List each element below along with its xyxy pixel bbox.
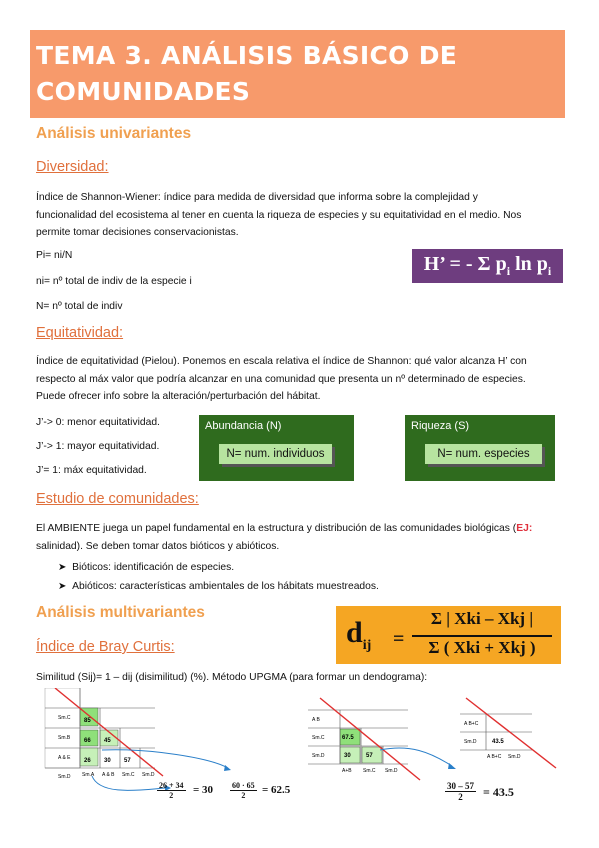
- page-title: [36, 38, 457, 110]
- heading-equitatividad: Equitatividad:: [36, 325, 124, 341]
- m2-row-1: Sm.C: [312, 735, 325, 741]
- riqueza-inner: N= num. especies: [425, 444, 542, 464]
- bray-equals: =: [393, 628, 405, 650]
- m1-row-3: Sm.D: [58, 774, 71, 780]
- m1-val-3: 26: [84, 758, 91, 764]
- ej-label: EJ:: [516, 523, 533, 534]
- section-univariantes: Análisis univariantes: [36, 125, 192, 142]
- m2-val-0: 67.5: [342, 735, 354, 741]
- riqueza-box: [405, 415, 555, 481]
- calc-1-result: = 30: [193, 784, 214, 796]
- m1-val-2: 45: [104, 738, 111, 744]
- equitatividad-text: [36, 353, 566, 406]
- m3-row-0: A B+C: [464, 721, 479, 727]
- calc-2-den: 2: [241, 791, 246, 800]
- title-line-2: COMUNIDADES: [36, 77, 251, 106]
- calc-3-result: = 43.5: [483, 785, 514, 799]
- calc-3-num: 30 – 57: [447, 781, 474, 791]
- shannon-formula: [412, 249, 563, 283]
- equitatividad-line-3: Puede ofrecer info sobre la alteración/perturbación del hábitat.: [36, 391, 321, 402]
- calc-2: [230, 781, 257, 800]
- j-zero: J’-> 0: menor equitatividad.: [36, 417, 160, 428]
- m1-row-0: Sm.C: [58, 715, 71, 721]
- heading-estudio: Estudio de comunidades:: [36, 491, 199, 507]
- title-banner: [30, 30, 565, 118]
- shannon-formula-text: H’ = - Σ $p_i$ $\ln p_i$: [423, 253, 552, 278]
- pi-def: Pi= ni/N: [36, 250, 73, 261]
- estudio-line-2: salinidad). Se deben tomar datos bióticos y abióticos.: [36, 540, 280, 552]
- calc-3-den: 2: [458, 792, 463, 802]
- m1-val-4: 30: [104, 758, 111, 764]
- m1-val-0: 85: [84, 718, 91, 724]
- m2-val-1: 30: [344, 753, 351, 759]
- m3-val-0: 43.5: [492, 739, 504, 745]
- heading-bray: Índice de Bray Curtis:: [36, 639, 175, 655]
- arrow-1: [92, 776, 165, 790]
- m2-col-1: Sm.C: [363, 768, 376, 774]
- m2-col-0: A+B: [342, 768, 352, 774]
- abundancia-inner: N= num. individuos: [219, 444, 332, 464]
- m1-col-1: A & B: [102, 772, 115, 778]
- title-line-1: TEMA 3. ANÁLISIS BÁSICO DE: [36, 41, 458, 70]
- arrow-2-head: [224, 765, 231, 771]
- j-equal: J’= 1: máx equitatividad.: [36, 465, 147, 476]
- riqueza-title: Riqueza (S): [411, 420, 470, 432]
- diversidad-text: [36, 189, 566, 242]
- m1-row-2: A & E: [58, 755, 71, 761]
- calc-2-num: 60 · 65: [232, 781, 255, 790]
- equitatividad-line-2: respecto al máx valor que podría alcanzar en una comunidad que presenta un nº determinado de especies.: [36, 373, 526, 385]
- m3-row-1: Sm.D: [464, 739, 477, 745]
- calc-1-den: 2: [169, 791, 174, 800]
- arrow-2: [102, 750, 228, 768]
- diversidad-line-3: permite tomar decisiones conservacionistas.: [36, 227, 239, 238]
- m2-val-2: 57: [366, 753, 373, 759]
- m3-col-0: A B+C: [487, 754, 502, 760]
- m1-col-0: Sm.A: [82, 772, 95, 778]
- m1-val-1: 66: [84, 738, 91, 744]
- m1-col-3: Sm.D: [142, 772, 155, 778]
- m2-row-0: A B: [312, 717, 320, 723]
- bray-denominator: Σ ( Xki + Xkj ): [428, 638, 536, 657]
- calc-1-num: 26 + 34: [159, 781, 184, 790]
- m2-col-2: Sm.D: [385, 768, 398, 774]
- ni-def: ni= nº total de indiv de la especie i: [36, 276, 192, 287]
- diversidad-line-1: Índice de Shannon-Wiener: índice para medida de diversidad que informa sobre la complejidad y: [36, 192, 478, 203]
- bullet-abioticos: [58, 578, 379, 596]
- arrow-3: [380, 748, 452, 766]
- equitatividad-line-1: Índice de equitatividad (Pielou). Ponemos en escala relativa el índice de Shannon: qué valor alcanza H’ con: [36, 356, 527, 367]
- estudio-text: [36, 520, 566, 555]
- m1-val-5: 57: [124, 758, 131, 764]
- abundancia-box: [199, 415, 354, 481]
- m1-row-1: Sm.B: [58, 735, 71, 741]
- bray-d: [346, 616, 371, 654]
- heading-diversidad: Diversidad:: [36, 159, 109, 175]
- bray-d-letter: d: [346, 616, 363, 649]
- n-def: N= nº total de indiv: [36, 301, 123, 312]
- m2-row-2: Sm.D: [312, 753, 325, 759]
- bray-numerator: Σ | Xki – Xkj |: [430, 609, 534, 628]
- m1-col-2: Sm.C: [122, 772, 135, 778]
- similitud-text: Similitud (Sij)= 1 – dij (disimilitud) (%). Método UPGMA (para formar un dendograma):: [36, 672, 428, 683]
- arrow-bullet-icon: ➤: [58, 562, 67, 573]
- estudio-line-1: [36, 520, 566, 538]
- arrow-3-head: [448, 763, 456, 769]
- bray-d-sub: ij: [362, 638, 372, 653]
- diversidad-line-2: funcionalidad del ecosistema al tener en cuenta la riqueza de especies y su equitatividad en el medio. Nos: [36, 209, 522, 221]
- calc-1: [157, 781, 186, 800]
- bray-fraction-line: [412, 635, 552, 637]
- abundancia-title: Abundancia (N): [205, 420, 282, 432]
- m3-col-1: Sm.D: [508, 754, 521, 760]
- estudio-line-1a: El AMBIENTE juega un papel fundamental en la estructura y distribución de las comunidades biológicas (: [36, 523, 517, 534]
- arrow-bullet-icon: ➤: [58, 581, 67, 592]
- j-one: J’-> 1: mayor equitatividad.: [36, 441, 160, 452]
- calc-2-result: = 62.5: [262, 784, 291, 796]
- bioticos-text: Bióticos: identificación de especies.: [72, 562, 235, 573]
- bullet-bioticos: [58, 559, 234, 577]
- section-multivariantes: Análisis multivariantes: [36, 604, 205, 621]
- abioticos-text: Abióticos: características ambientales de los hábitats muestreados.: [72, 581, 379, 592]
- bray-curtis-formula: [336, 606, 561, 664]
- calc-3: [445, 781, 476, 802]
